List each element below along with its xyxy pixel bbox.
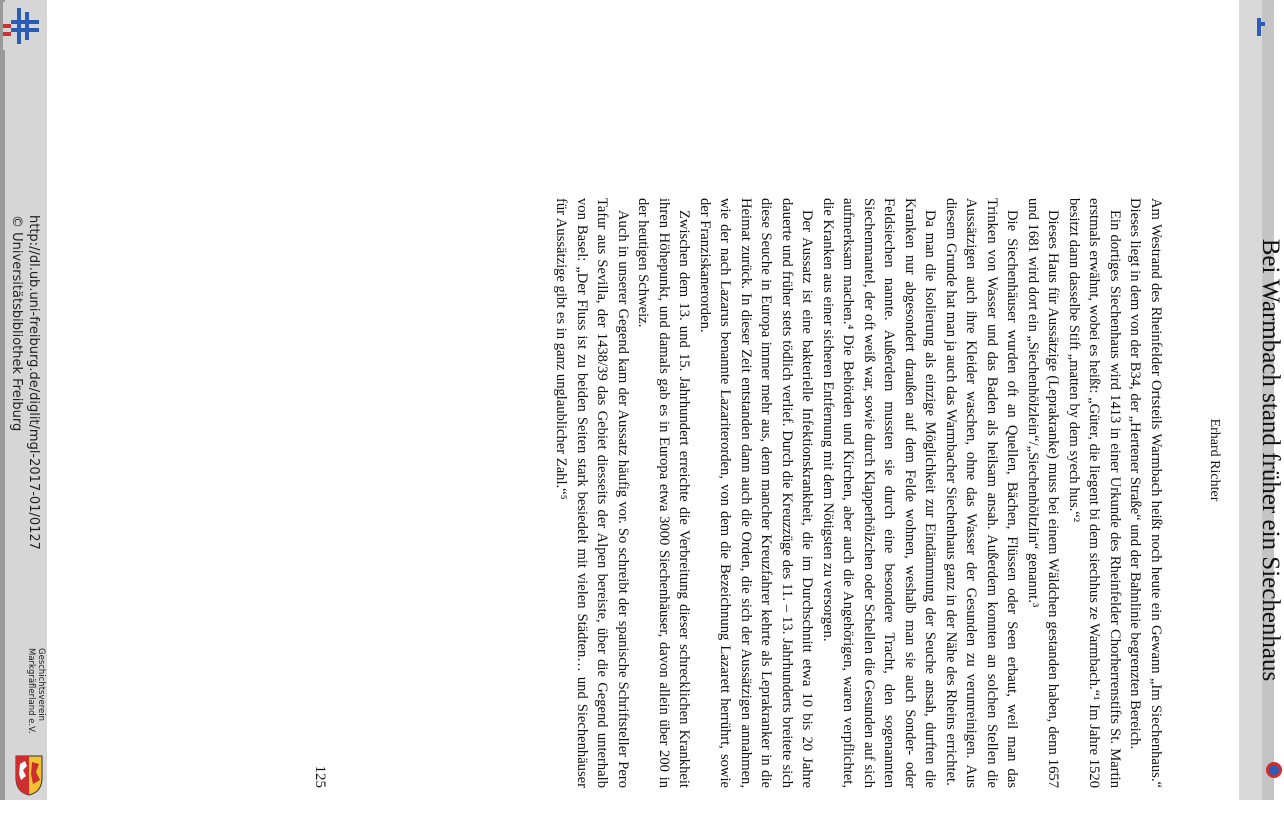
paragraph: Auch in unserer Gegend kam der Aussatz häufig vor. So schreibt der spanische Schriftsteller Pero Tafur aus Sevilla, der 1438/39 das Gebiet diesseits der Alpen bereiste, über die Gegend unterhalb von Basel: „Der Fluss ist zu beiden Seiten stark besiedelt mit vielen Städten… und Siechenhäuser für Aussätzige gibt es in ganz unglaublicher Zahl.“⁵ [553,198,631,788]
citation-url[interactable]: http://dl.ub.uni-freiburg.de/diglit/mgl-2017-01/0127 [26,215,41,550]
citation-copyright: © Universitätsbibliothek Freiburg [9,215,24,432]
society-label [26,648,46,768]
blue-red-cross-mark-icon [3,2,43,50]
left-gutter-edge [0,0,5,800]
page-number: 125 [312,765,328,788]
author-name: Erhard Richter [1207,418,1222,502]
paragraph: Da man die Isolierung als einzige Möglichkeit zur Eindämmung der Seuche ansah, durften die Kranken nur abgesondert draußen auf dem Felde wohnen, weshalb man sie auch Sonder- oder Feldsiechen nannte. Außerdem mussten sie durch eine besondere Tracht, den sogenannten Siechenmantel, der oft weiß war, sowie durch Klapperhölzchen oder Schellen die Gesunden auf sich aufmerksam machen.⁴ Die Behörden und Kirchen, aber auch die Angehörigen, waren verpflichtet, die Kranken aus einer sicheren Entfernung mit dem Nötigsten zu versorgen. [820,198,939,788]
paragraph: Zwischen dem 13. und 15. Jahrhundert erreichte die Verbreitung dieser schrecklichen Krankheit ihren Höhepunkt, und damals gab es in Europa etwa 3000 Siechenhäuser, davon allein über 200 in der heutigen Schweiz. [635,198,693,788]
paragraph: Am Westrand des Rheinfelder Ortsteils Warmbach heißt noch heute ein Gewann „Im Siechenhaus.“ Dieses liegt in dem von der B34, der „Hertener Straße“ und der Bahnlinie begrenzten Bereich. [1127,198,1164,788]
society-name-line2: Markgräflerland e.V. [26,648,36,734]
margin-citation [8,215,42,615]
paragraph: Dieses Haus für Aussätzige (Leprakranke) muss bei einem Wäldchen gestanden haben, denn 1657 und 1681 wird dort ein „Siechenhölzlein“/„Siechenhöltzlin“ genannt.³ [1025,198,1062,788]
page-title: Bei Warmbach stand früher ein Siechenhaus [1257,238,1284,682]
article-body [551,198,1166,788]
paragraph: Ein dortiges Siechenhaus wird 1413 in einer Urkunde des Rheinfelder Chorherrenstifts St. Martin erstmals erwähnt, wobei es heißt: „Güter, die liegent bi dem siechhus ze Warmbach.“¹ Im Jahre 1520 besitzt dann dasselbe Stift „matten by dem syech hus.“² [1066,198,1123,788]
page-edge-mark-icon [1255,18,1265,36]
scanned-page [84,100,1284,820]
paragraph: Die Siechenhäuser wurden oft an Quellen, Bächen, Flüssen oder Seen erbaut, weil man das Trinken von Wasser und das Baden als heilsam ansah. Außerdem konnten an solchen Stellen die Aussätzigen auch ihre Kleider waschen, ohne das Wasser der Gesunden zu verunreinigen. Aus diesem Grunde hat man ja auch das Warmbacher Siechenhaus ganz in der Nähe des Rheins errichtet. [943,198,1021,788]
society-name-line1: Geschichtsverein [36,648,46,722]
paragraph: Der Aussatz ist eine bakterielle Infektionskrankheit, die im Durchschnitt etwa 10 bis 20 Jahre dauerte und früher stets tödlich verlief. Durch die Kreuzzüge des 11. – 13. Jahrhunderts breitete sich diese Seuche in Europa immer mehr aus, denn mancher Kreuzfahrer kehrte als Leprakranker in die Heimat zurück. In dieser Zeit entstanden dann auch die Orden, die sich der Aussätzigen annahmen, wie der nach Lazarus benannte Lazariterorden, von dem die Bezeichnung Lazarett herrührt, sowie der Franziskanerorden. [697,198,816,788]
